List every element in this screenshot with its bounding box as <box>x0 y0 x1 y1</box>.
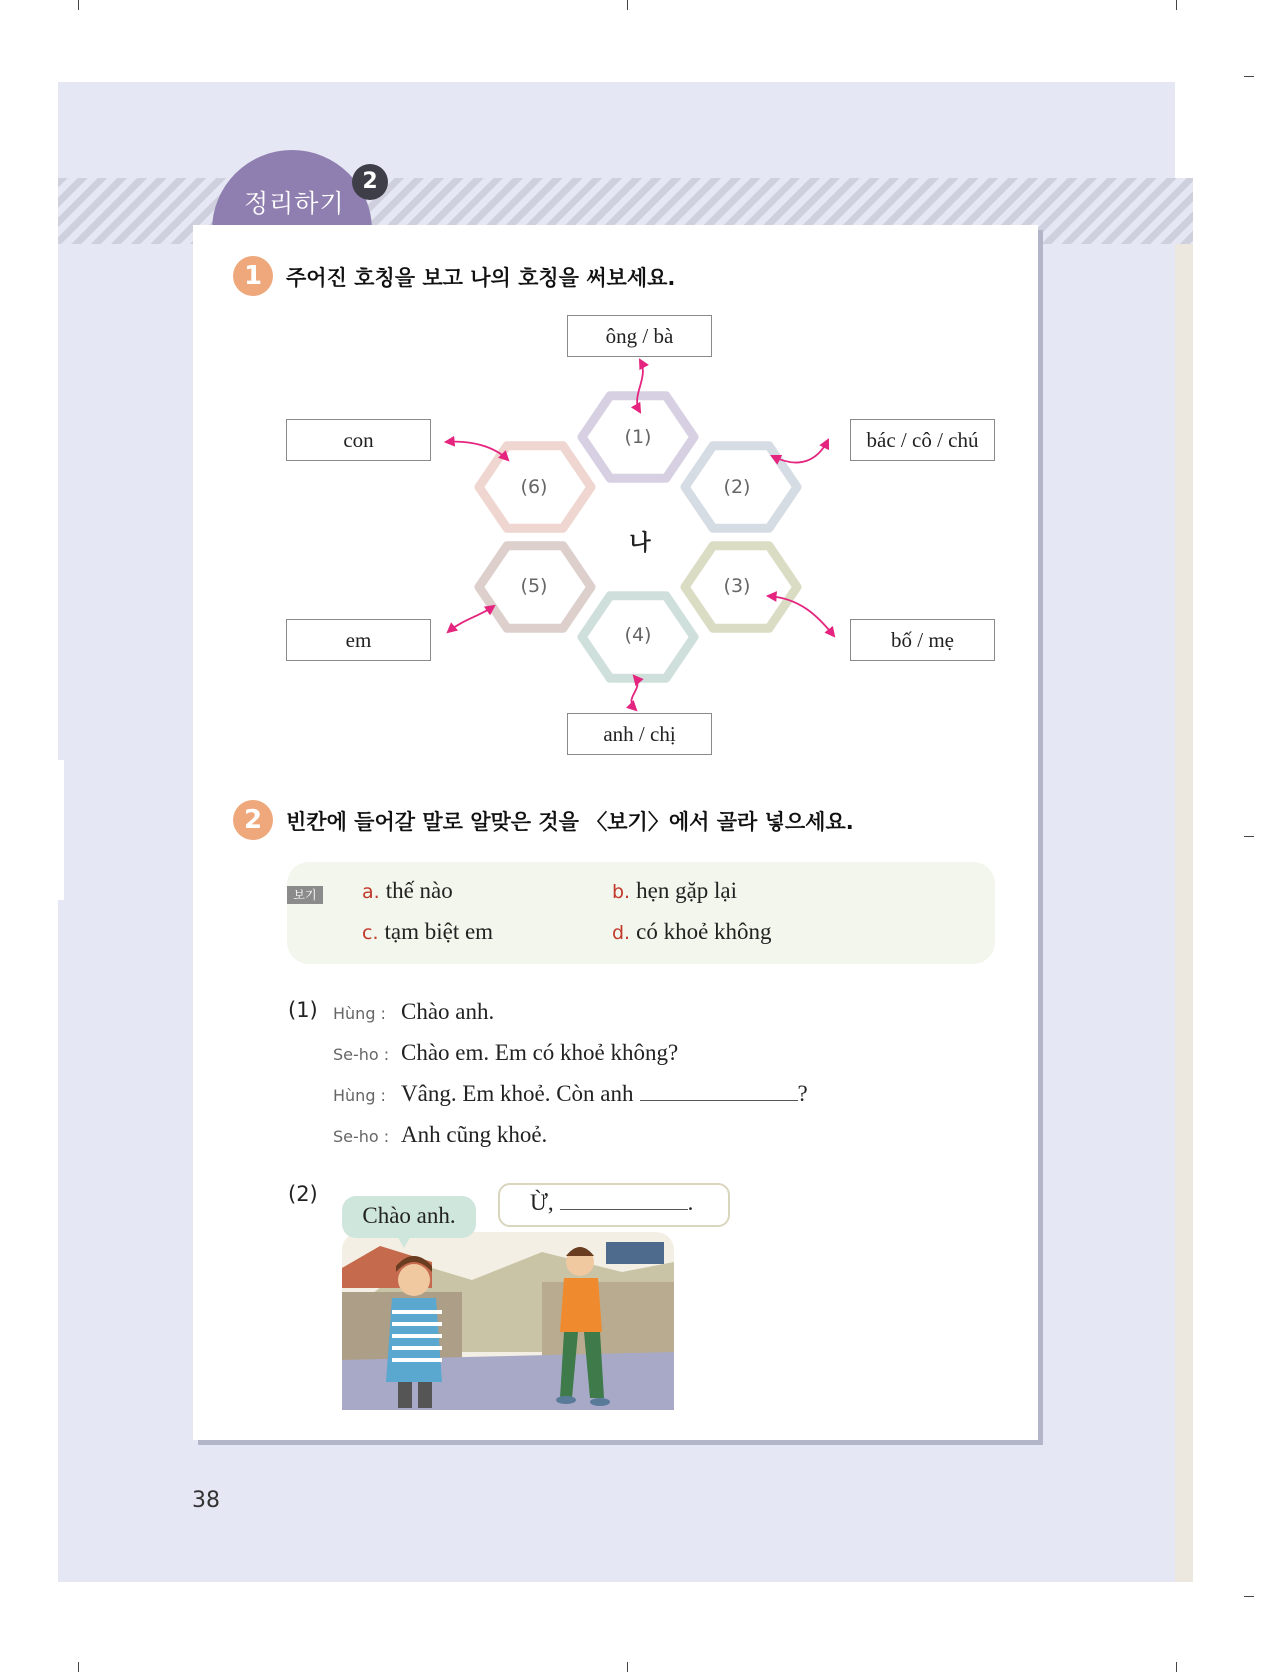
option-c-text: tạm biệt em <box>384 919 494 944</box>
question-2-number: 2 <box>233 800 273 840</box>
dialogue-speaker: Hùng : <box>333 1004 386 1023</box>
term-box-top: ông / bà <box>567 315 712 357</box>
speech-bubble-left-text: Chào anh. <box>362 1203 456 1228</box>
dialogue-speaker: Se-ho : <box>333 1045 390 1064</box>
option-b-letter: b. <box>612 881 631 903</box>
example-tag: 보기 <box>287 886 323 904</box>
option-a-text: thế nào <box>385 878 453 903</box>
speech-bubble-right-text <box>530 1190 693 1216</box>
dialogue-line-text: Vâng. Em khoẻ. Còn anh <box>401 1081 634 1106</box>
street-illustration <box>342 1232 674 1410</box>
term-box-upper-right: bác / cô / chú <box>850 419 995 461</box>
option-d-text: có khoẻ không <box>636 919 772 944</box>
crop-mark <box>78 1662 79 1672</box>
crop-mark <box>1176 1662 1177 1672</box>
speech-bubble-left-tail <box>396 1234 412 1248</box>
question-1-instruction: 주어진 호칭을 보고 나의 호칭을 써보세요. <box>286 266 676 290</box>
crop-mark <box>1176 0 1177 10</box>
center-label-me: 나 <box>629 531 651 556</box>
term-box-bottom: anh / chị <box>567 713 712 755</box>
crop-mark <box>1244 76 1254 77</box>
option-b-text: hẹn gặp lại <box>636 878 738 903</box>
dialogue-speaker: Se-ho : <box>333 1127 390 1146</box>
item-2-number: (2) <box>288 1182 318 1206</box>
speech-bubble-right-start: Ừ, <box>530 1190 554 1215</box>
hex-label-5: (5) <box>520 575 548 597</box>
hex-label-4: (4) <box>624 624 652 646</box>
dialogue-speaker: Hùng : <box>333 1086 386 1105</box>
dialogue-line: Anh cũng khoẻ. <box>401 1122 548 1147</box>
page-number: 38 <box>192 1488 220 1513</box>
option-d-letter: d. <box>612 922 631 944</box>
arrow-top <box>637 360 643 412</box>
question-2-instruction: 빈칸에 들어갈 말로 알맞은 것을 〈보기〉에서 골라 넣으세요. <box>286 810 854 834</box>
option-c <box>362 919 493 945</box>
section-title: 정리하기 <box>244 189 345 218</box>
term-box-lower-left: em <box>286 619 431 661</box>
crop-mark <box>78 0 79 10</box>
dialogue-line: Chào em. Em có khoẻ không? <box>401 1040 679 1065</box>
option-b <box>612 878 737 904</box>
crop-mark <box>627 0 628 10</box>
question-1-number: 1 <box>233 256 273 296</box>
section-badge: 2 <box>352 164 388 200</box>
arrow-lower-left <box>448 606 494 632</box>
hex-label-3: (3) <box>723 575 751 597</box>
dialogue-line <box>401 1081 808 1107</box>
answer-blank[interactable] <box>640 1082 798 1101</box>
crop-mark <box>627 1662 628 1672</box>
hex-label-6: (6) <box>520 476 548 498</box>
arrow-upper-right <box>772 440 828 463</box>
speech-bubble-right-end: . <box>687 1190 694 1215</box>
item-1-number: (1) <box>288 998 318 1022</box>
option-d <box>612 919 772 945</box>
hex-label-2: (2) <box>723 476 751 498</box>
dialogue-line: Chào anh. <box>401 999 495 1024</box>
term-box-lower-right: bố / mẹ <box>850 619 995 661</box>
dialogue-line-end: ? <box>797 1081 808 1106</box>
term-box-upper-left: con <box>286 419 431 461</box>
hex-label-1: (1) <box>624 426 652 448</box>
option-a <box>362 878 453 904</box>
option-a-letter: a. <box>362 881 380 903</box>
answer-blank[interactable] <box>560 1193 688 1210</box>
crop-mark <box>1244 1596 1254 1597</box>
crop-mark <box>1244 836 1254 837</box>
option-c-letter: c. <box>362 922 379 944</box>
